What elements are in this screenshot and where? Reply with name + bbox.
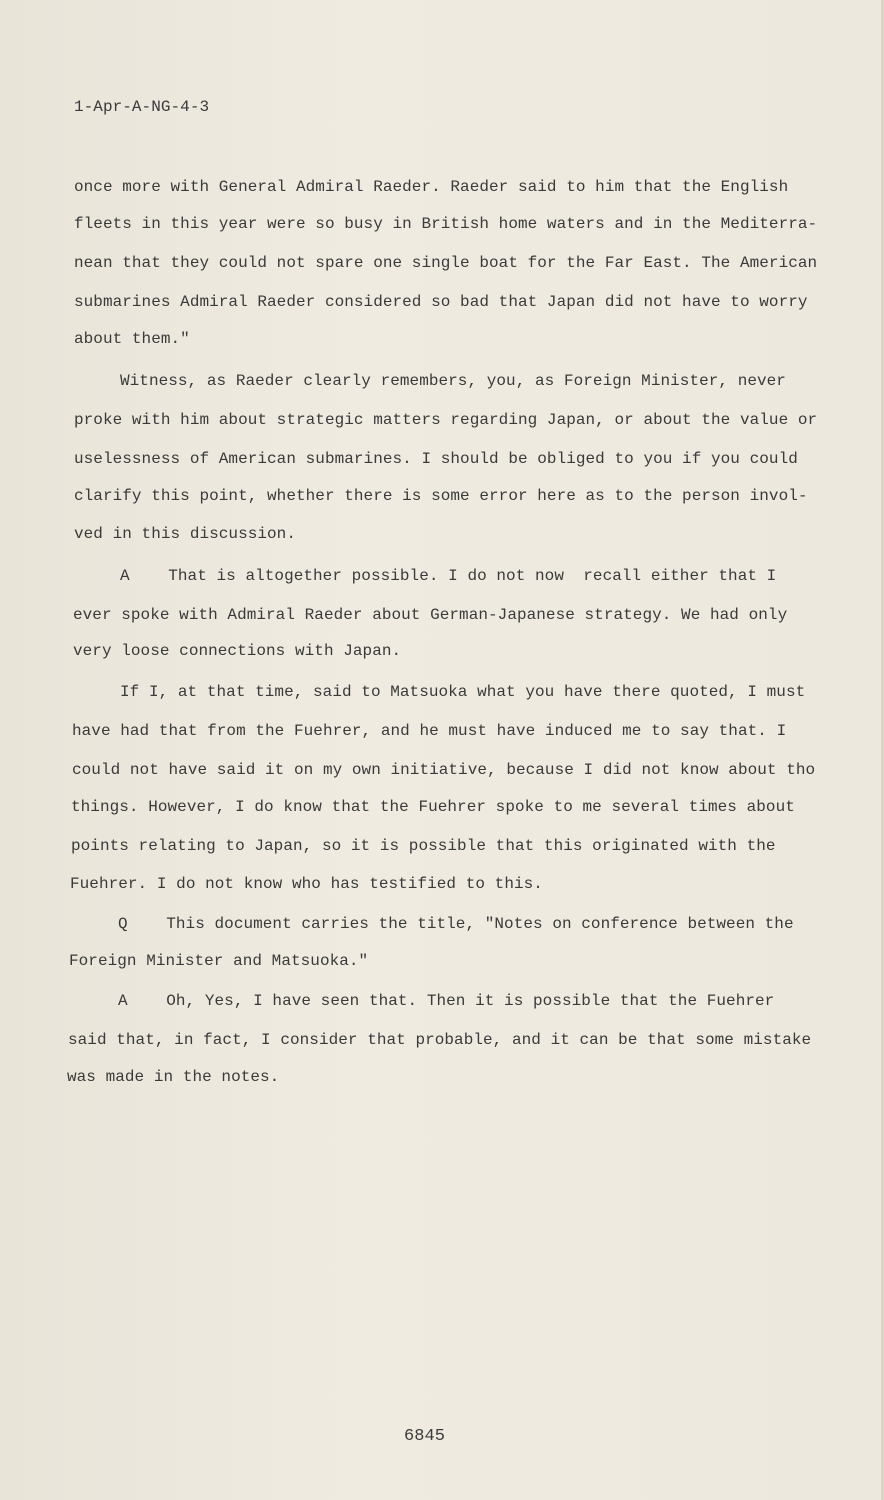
text-line: was made in the notes. xyxy=(67,1068,280,1086)
text-line: things. However, I do know that the Fuehrer spoke to me several times about xyxy=(71,798,795,816)
text-line: once more with General Admiral Raeder. Raeder said to him that the English xyxy=(74,178,789,196)
text-line: could not have said it on my own initiative, because I did not know about tho xyxy=(72,761,816,779)
text-line: A That is altogether possible. I do not now recall either that I xyxy=(120,567,777,585)
text-line: points relating to Japan, so it is possible that this originated with the xyxy=(71,837,776,855)
text-line: said that, in fact, I consider that probable, and it can be that some mistake xyxy=(68,1031,812,1049)
text-line: ever spoke with Admiral Raeder about German-Japanese strategy. We had only xyxy=(73,606,788,624)
text-line: If I, at that time, said to Matsuoka what you have there quoted, I must xyxy=(120,683,806,701)
text-line: Fuehrer. I do not know who has testified to this. xyxy=(70,875,543,893)
text-line: uselessness of American submarines. I should be obliged to you if you could xyxy=(74,450,798,468)
text-line: proke with him about strategic matters regarding Japan, or about the value or xyxy=(74,411,818,429)
text-line: submarines Admiral Raeder considered so bad that Japan did not have to worry xyxy=(74,293,808,311)
text-line: about them." xyxy=(74,330,190,348)
page-number: 6845 xyxy=(404,1427,446,1446)
text-line: fleets in this year were so busy in British home waters and in the Mediterra- xyxy=(74,215,818,233)
text-line: Q This document carries the title, "Notes on conference between the xyxy=(118,915,794,933)
text-line: Witness, as Raeder clearly remembers, you, as Foreign Minister, never xyxy=(120,372,786,390)
text-line: Foreign Minister and Matsuoka." xyxy=(69,952,369,970)
text-line: nean that they could not spare one single boat for the Far East. The American xyxy=(74,254,818,272)
text-line: ved in this discussion. xyxy=(74,525,296,543)
document-reference: 1-Apr-A-NG-4-3 xyxy=(74,98,210,116)
text-line: clarify this point, whether there is some error here as to the person invol- xyxy=(74,487,808,505)
text-line: A Oh, Yes, I have seen that. Then it is possible that the Fuehrer xyxy=(118,992,775,1010)
text-line: have had that from the Fuehrer, and he must have induced me to say that. I xyxy=(72,722,787,740)
text-line: very loose connections with Japan. xyxy=(73,642,402,660)
